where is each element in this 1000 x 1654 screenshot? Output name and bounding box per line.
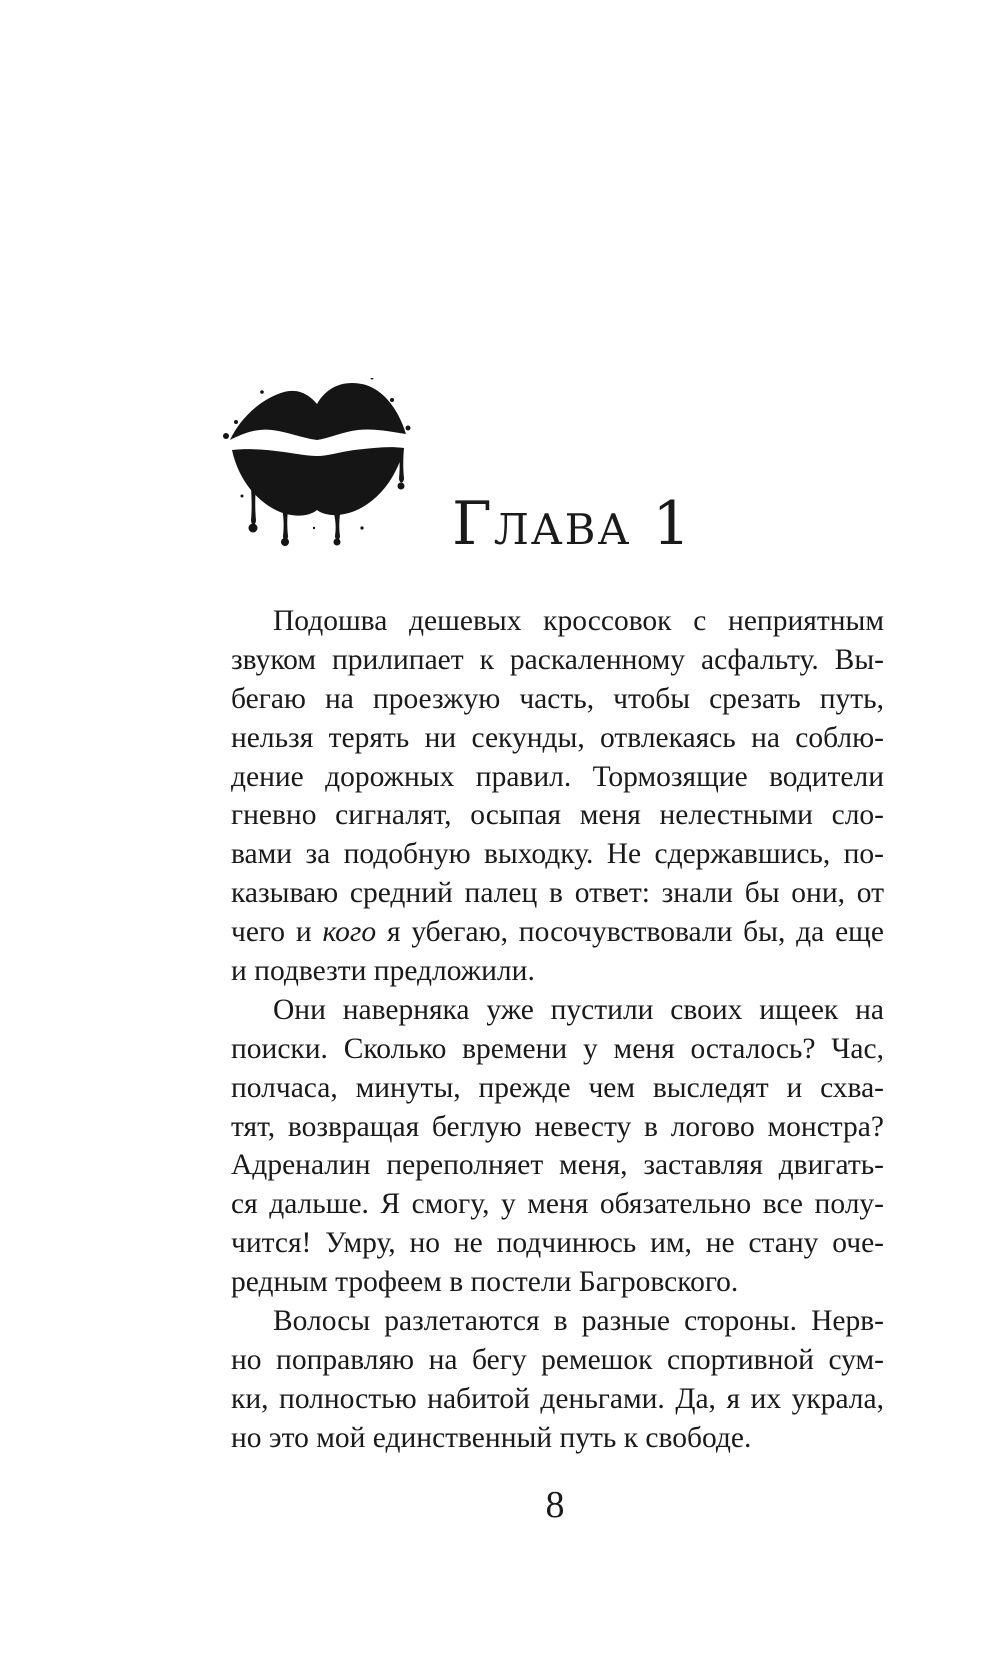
text-line: ки, полностью набитой деньгами. Да, я их украла, xyxy=(231,1382,884,1415)
emphasized-word: кого xyxy=(322,916,377,949)
paragraph-1 xyxy=(231,602,884,991)
text-line: чится! Умру, но не подчинюсь им, не стану оче- xyxy=(231,1227,884,1260)
text-segment: чего и xyxy=(231,916,323,949)
text-line: звуком прилипает к раскаленному асфальту. Вы- xyxy=(231,643,884,676)
text-line: бегаю на проезжую часть, чтобы срезать путь, xyxy=(231,682,884,715)
text-line: вами за подобную выходку. Не сдержавшись, по- xyxy=(231,838,884,871)
text-line: но это мой единственный путь к свободе. xyxy=(231,1421,752,1454)
text-line: Они наверняка уже пустили своих ищеек на xyxy=(273,993,884,1026)
paragraph-3 xyxy=(231,1302,884,1458)
text-line: тят, возвращая беглую невесту в логово монстра? xyxy=(231,1110,884,1143)
text-line: редным трофеем в постели Багровского. xyxy=(231,1266,739,1299)
dripping-lips-icon xyxy=(222,378,412,548)
text-line: ся дальше. Я смогу, у меня обязательно все полу- xyxy=(231,1188,884,1221)
text-line: Волосы разлетаются в разные стороны. Нерв- xyxy=(273,1305,884,1338)
text-line: Подошва дешевых кроссовок с неприятным xyxy=(273,605,884,637)
text-line: поиски. Сколько времени у меня осталось? Час, xyxy=(231,1032,884,1065)
text-line: дение дорожных правил. Тормозящие водители xyxy=(231,760,884,793)
text-line: Адреналин переполняет меня, заставляя двигать- xyxy=(231,1149,884,1182)
text-line: казываю средний палец в ответ: знали бы они, от xyxy=(231,877,884,910)
text-line: нельзя терять ни секунды, отвлекаясь на соблю- xyxy=(231,721,884,754)
text-line: гневно сигналят, осыпая меня нелестными сло- xyxy=(231,799,884,832)
text-segment: я убегаю, посочувствовали бы, да еще xyxy=(376,916,884,949)
paragraph-2 xyxy=(231,991,884,1302)
text-line-with-emphasis xyxy=(231,913,884,952)
chapter-body xyxy=(231,602,884,1458)
text-line: и подвезти предложили. xyxy=(231,955,535,988)
chapter-title: Глава 1 xyxy=(452,489,693,559)
text-line: полчаса, минуты, прежде чем выследят и схва- xyxy=(231,1071,884,1104)
text-line: но поправляю на бегу ремешок спортивной сум- xyxy=(231,1343,884,1376)
page-number: 8 xyxy=(545,1484,565,1526)
